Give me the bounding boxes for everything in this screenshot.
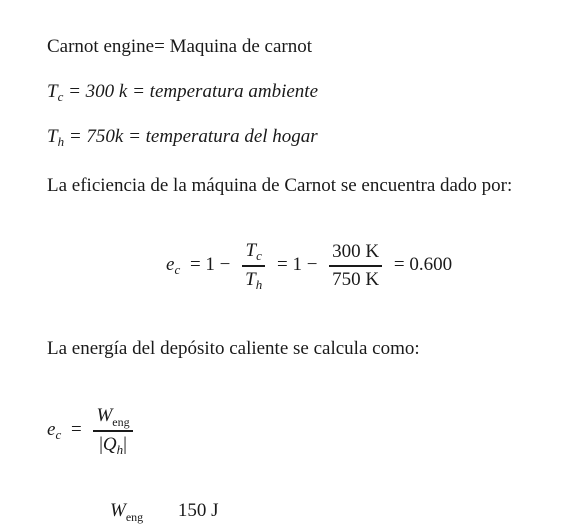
th-expression: = 750k = temperatura del hogar [68, 126, 318, 147]
energy-paragraph: La energía del depósito caliente se calcula como: [47, 338, 420, 359]
tc-var: T [47, 81, 58, 102]
eq1-frac1-denominator: $T_h$ [245, 268, 263, 292]
eq1-fraction-values [329, 239, 382, 293]
eq1-frac2-denominator: 750 K [332, 268, 380, 290]
efficiency-paragraph: La eficiencia de la máquina de Carnot se encuentra dado por: [47, 175, 513, 196]
eq2-fraction [93, 403, 132, 459]
heading-line: Carnot engine= Maquina de carnot [47, 36, 313, 57]
eq1-mid-equals: = 1 − [276, 254, 318, 276]
eq2-denominator: $|Q_h|$ [99, 433, 127, 457]
eq1-lhs: e [166, 254, 175, 276]
eq1-frac2-numerator: 300 K [332, 241, 380, 262]
eq2-numerator: $W_{eng}$ [96, 405, 130, 429]
eq1-lhs-sub: c [174, 262, 181, 278]
eq1-result: = 0.600 [393, 254, 453, 276]
efficiency-equation [166, 238, 457, 294]
tc-sub: c [57, 89, 64, 104]
tc-expression: = 300 k = temperatura ambiente [68, 81, 319, 102]
eq1-fraction-temps [242, 238, 265, 294]
eq2-lhs: e [47, 419, 56, 441]
efficiency-work-equation [47, 403, 135, 459]
th-sub: h [57, 134, 65, 149]
th-definition [47, 126, 318, 148]
eq1-equals-one-minus: = 1 − [189, 254, 231, 276]
eq3-var: W [110, 500, 126, 521]
eq3-value: 150 J [177, 500, 219, 521]
work-equation-partial [110, 500, 219, 522]
th-var: T [47, 126, 58, 147]
eq3-var-sub: eng [125, 510, 144, 524]
tc-definition [47, 81, 318, 103]
eq2-lhs-sub: c [55, 427, 62, 443]
eq1-frac1-numerator: $T_c$ [245, 240, 262, 263]
eq2-equals: = [70, 419, 82, 441]
